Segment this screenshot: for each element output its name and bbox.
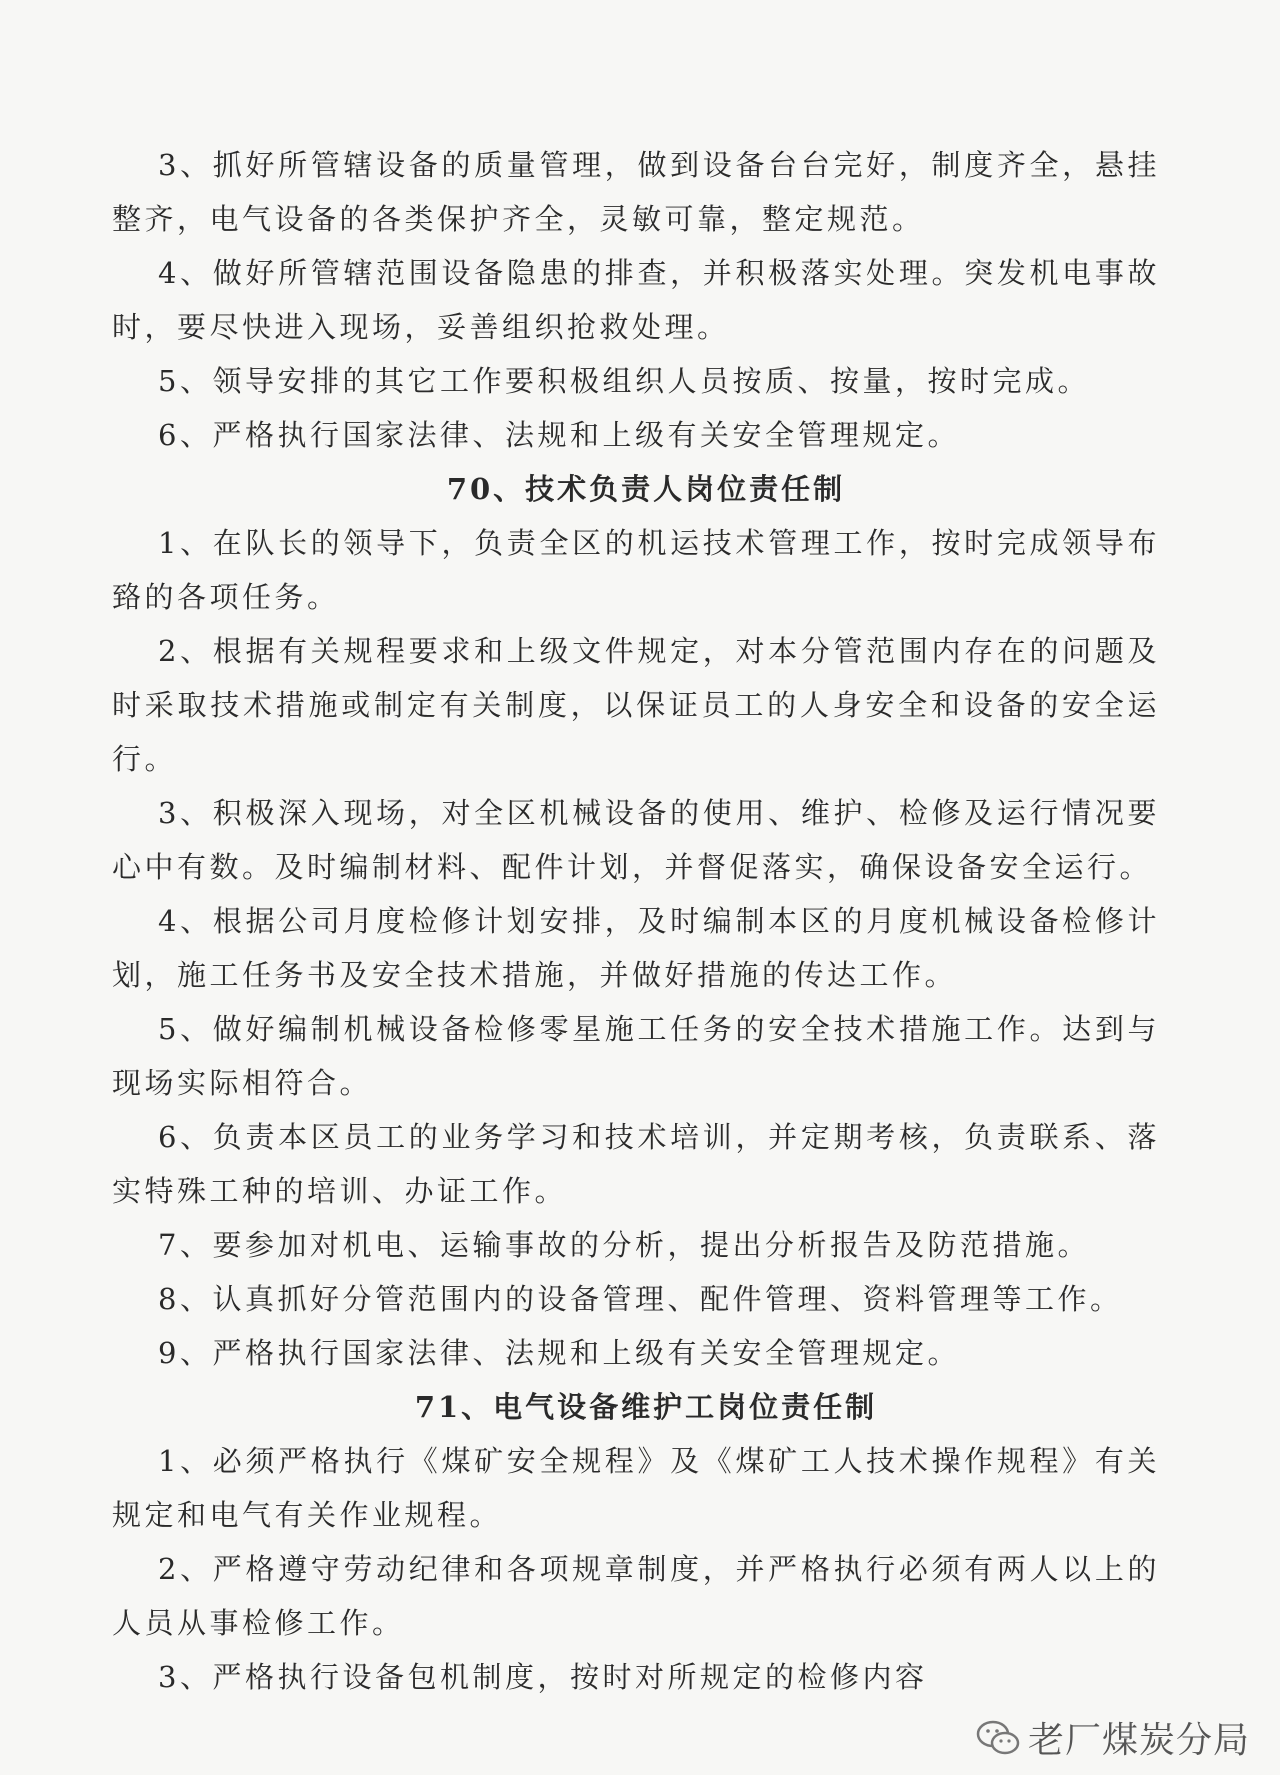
paragraph: 2、严格遵守劳动纪律和各项规章制度，并严格执行必须有两人以上的人员从事检修工作。 [112,1552,1160,1640]
paragraph: 1、在队长的领导下，负责全区的机运技术管理工作，按时完成领导布臵的各项任务。 [112,526,1160,614]
paragraph: 4、根据公司月度检修计划安排，及时编制本区的月度机械设备检修计划，施工任务书及安全技术措施，并做好措施的传达工作。 [112,904,1160,992]
paragraph: 3、积极深入现场，对全区机械设备的使用、维护、检修及运行情况要心中有数。及时编制材料、配件计划，并督促落实，确保设备安全运行。 [112,796,1160,884]
watermark [976,1712,1250,1763]
paragraph: 1、必须严格执行《煤矿安全规程》及《煤矿工人技术操作规程》有关规定和电气有关作业规程。 [112,1444,1160,1532]
paragraph: 5、做好编制机械设备检修零星施工任务的安全技术措施工作。达到与现场实际相符合。 [112,1012,1160,1100]
paragraph: 5、领导安排的其它工作要积极组织人员按质、按量，按时完成。 [158,364,1090,398]
paragraph: 6、严格执行国家法律、法规和上级有关安全管理规定。 [158,418,960,452]
section-heading-70: 70、技术负责人岗位责任制 [446,472,846,506]
watermark-text: 老厂煤炭分局 [1027,1720,1250,1761]
paragraph: 3、抓好所管辖设备的质量管理，做到设备台台完好，制度齐全，悬挂整齐，电气设备的各类保护齐全，灵敏可靠，整定规范。 [112,148,1160,236]
section-heading-71: 71、电气设备维护工岗位责任制 [414,1390,878,1424]
wechat-icon [976,1719,1020,1757]
paragraph: 2、根据有关规程要求和上级文件规定，对本分管范围内存在的问题及时采取技术措施或制定有关制度，以保证员工的人身安全和设备的安全运行。 [112,634,1160,776]
paragraph: 7、要参加对机电、运输事故的分析，提出分析报告及防范措施。 [158,1228,1090,1262]
paragraph: 8、认真抓好分管范围内的设备管理、配件管理、资料管理等工作。 [158,1282,1123,1316]
paragraph: 9、严格执行国家法律、法规和上级有关安全管理规定。 [158,1336,960,1370]
paragraph: 4、做好所管辖范围设备隐患的排查，并积极落实处理。突发机电事故时，要尽快进入现场，妥善组织抢救处理。 [112,256,1160,344]
paragraph: 3、严格执行设备包机制度，按时对所规定的检修内容 [158,1660,928,1694]
paragraph: 6、负责本区员工的业务学习和技术培训，并定期考核，负责联系、落实特殊工种的培训、办证工作。 [112,1120,1160,1208]
